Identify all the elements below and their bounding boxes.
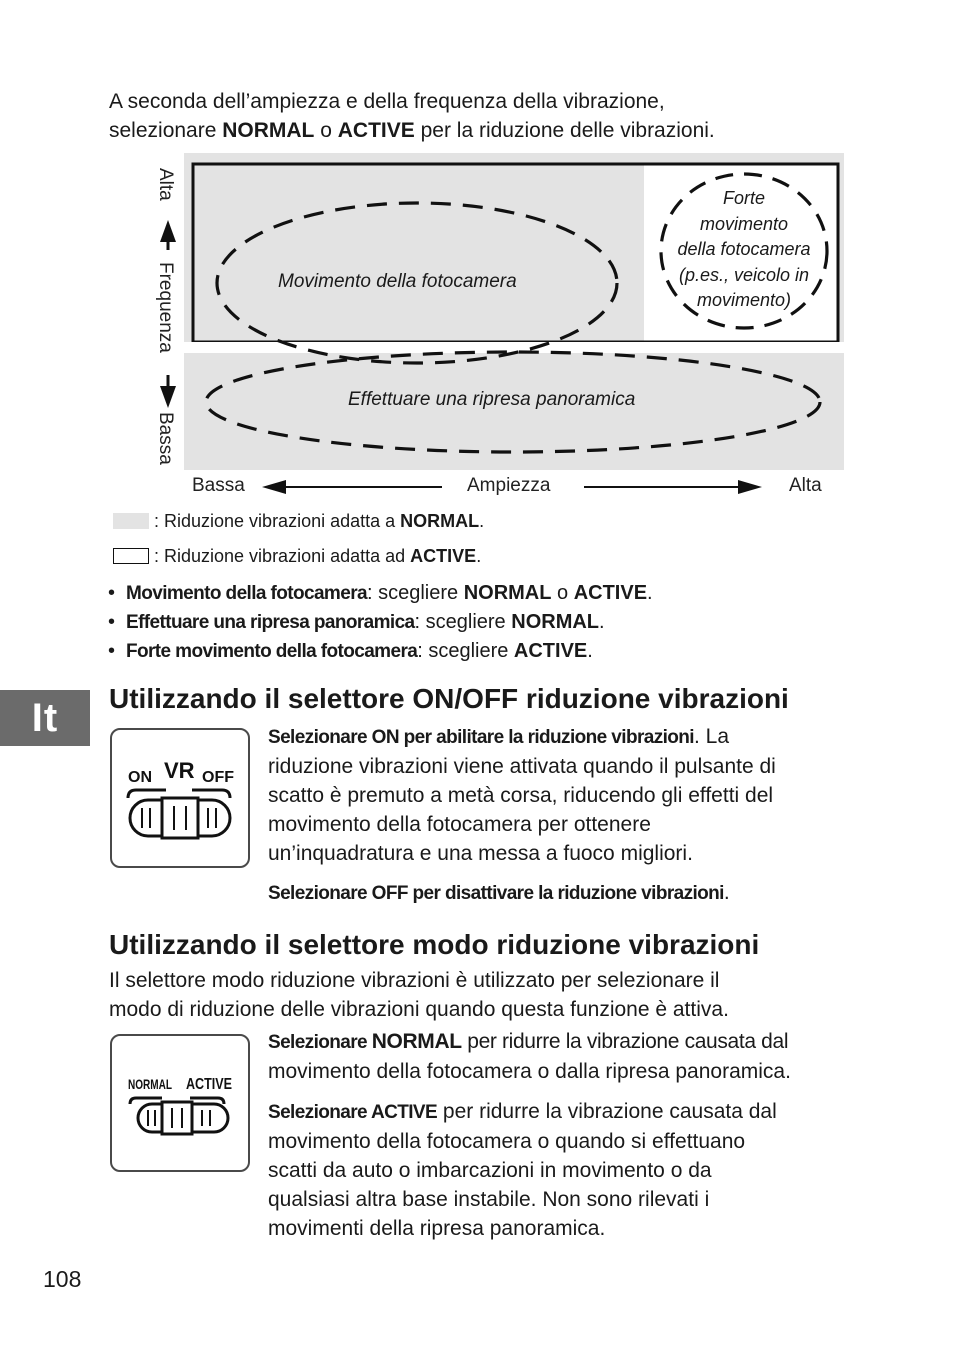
- legend-normal: : Riduzione vibrazioni adatta a NORMAL.: [154, 511, 485, 531]
- y-axis-top-label: Alta: [155, 168, 176, 201]
- bullet-item: • Effettuare una ripresa panoramica: scegliere NORMAL.: [126, 608, 605, 637]
- language-tab: It: [0, 690, 90, 746]
- y-axis-bottom-label: Bassa: [155, 412, 176, 465]
- x-axis-title: Ampiezza: [467, 475, 551, 496]
- intro-paragraph: [109, 87, 715, 145]
- section2-intro: Il selettore modo riduzione vibrazioni è utilizzato per selezionare il modo di riduzione delle vibrazioni quando questa funzione è attiva.: [109, 969, 729, 1021]
- x-axis-left-label: Bassa: [192, 475, 245, 496]
- switch-off-label: OFF: [202, 769, 234, 786]
- y-axis-title: Frequenza: [155, 262, 176, 353]
- switch-normal-label: NORMAL: [128, 1076, 173, 1092]
- intro-line-1: A seconda dell’ampiezza e della frequenza della vibrazione,: [109, 90, 665, 113]
- panning-label: Effettuare una ripresa panoramica: [348, 389, 636, 410]
- x-axis-right-label: Alta: [789, 475, 822, 496]
- section1-title: Utilizzando il selettore ON/OFF riduzione vibrazioni: [109, 683, 789, 714]
- intro-line-2: selezionare NORMAL o ACTIVE per la riduzione delle vibrazioni.: [109, 119, 715, 142]
- switch-vr-label: VR: [164, 758, 195, 783]
- vr-onoff-switch-illustration: [110, 728, 250, 868]
- switch-active-label: ACTIVE: [186, 1076, 233, 1093]
- switch-on-label: ON: [128, 769, 152, 786]
- section1-paragraph-on: Selezionare ON per abilitare la riduzione vibrazioni. La riduzione vibrazioni viene attivata quando il pulsante di scatto è premuto a metà corsa, riducendo gli effetti del movimento della fotocamera per ottenere un’inquadratura e una messa a fuoco migliori.: [268, 725, 776, 865]
- legend-active: : Riduzione vibrazioni adatta ad ACTIVE.: [154, 546, 482, 566]
- bullet-item: • Movimento della fotocamera: scegliere NORMAL o ACTIVE.: [126, 579, 653, 608]
- legend-normal-swatch: [113, 513, 149, 529]
- legend-active-swatch: [113, 548, 149, 564]
- y-arrow-down-icon: [160, 386, 176, 408]
- section2-paragraph-normal: Selezionare NORMAL per ridurre la vibrazione causata dal movimento della fotocamera o dalla ripresa panoramica.: [268, 1030, 791, 1083]
- y-arrow-up-icon: [160, 220, 176, 242]
- strong-movement-label: Forte movimento della fotocamera (p.es., veicolo in movimento): [677, 188, 811, 310]
- vr-switch-icon: [112, 730, 248, 866]
- vr-mode-switch-illustration: [110, 1034, 250, 1172]
- x-arrow-right-icon: [738, 480, 762, 494]
- bullet-item: • Forte movimento della fotocamera: scegliere ACTIVE.: [126, 637, 593, 666]
- vr-mode-switch-icon: [112, 1036, 248, 1170]
- page-number: 108: [43, 1266, 82, 1292]
- section2-paragraph-active: Selezionare ACTIVE per ridurre la vibrazione causata dal movimento della fotocamera o quando si effettuano scatti da auto o imbarcazioni in movimento o da qualsiasi altra base instabile. Non sono rilevati i movimenti della ripresa panoramica.: [268, 1100, 777, 1240]
- section1-paragraph-off: Selezionare OFF per disattivare la riduzione vibrazioni.: [268, 881, 730, 904]
- section2-title: Utilizzando il selettore modo riduzione vibrazioni: [109, 929, 760, 960]
- camera-movement-label: Movimento della fotocamera: [278, 271, 517, 292]
